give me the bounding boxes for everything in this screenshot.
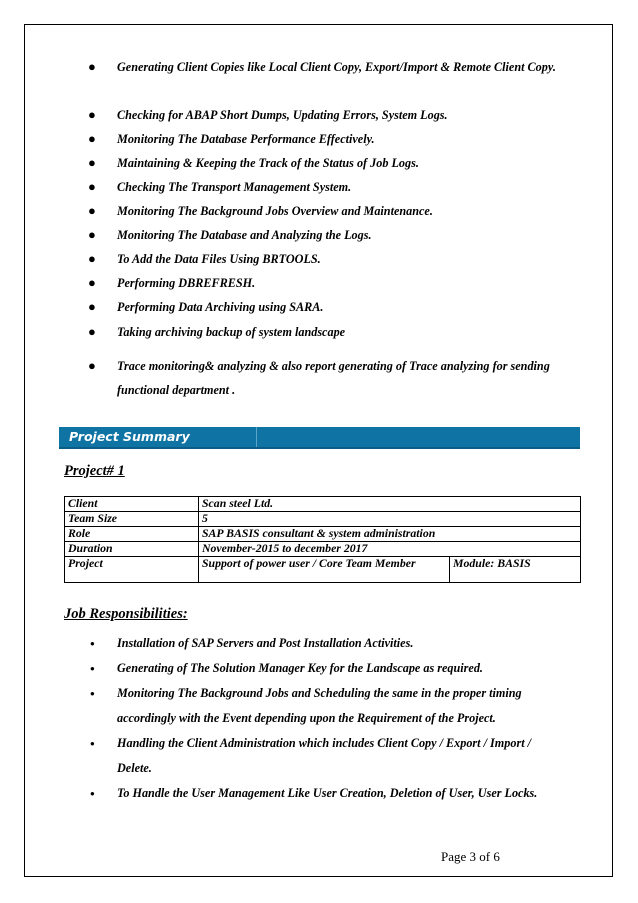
list-item-text: Checking The Transport Management System. [117,180,352,194]
section-title: Project Summary [69,429,190,444]
list-item-text: Maintaining & Keeping the Track of the Status of Job Logs. [117,156,419,170]
row-label: Team Size [65,512,199,527]
job-heading: Job Responsibilities: [64,606,188,622]
list-item-text: Monitoring The Background Jobs and Scheduling the same in the proper timing accordingly with the Event depending upon the Requirement of the Project. [117,686,522,725]
bullet-icon: ● [88,155,96,170]
list-item-text: To Add the Data Files Using BRTOOLS. [117,252,321,266]
list-item-text: Checking for ABAP Short Dumps, Updating Errors, System Logs. [117,108,448,122]
list-item-text: Performing Data Archiving using SARA. [117,300,324,314]
list-item-text: Generating Client Copies like Local Client Copy, Export/Import & Remote Client Copy. [117,60,556,74]
list-item-text: Handling the Client Administration which includes Client Copy / Export / Import / Delete. [117,736,532,775]
list-item-text: Installation of SAP Servers and Post Installation Activities. [117,636,414,650]
bullet-icon: ● [88,59,96,74]
list-item-text: Trace monitoring& analyzing & also report generating of Trace analyzing for sending functional department . [117,359,550,397]
table-row [65,527,581,542]
row-value: November-2015 to december 2017 [199,542,581,557]
bullet-icon: • [90,661,95,676]
banner-divider [256,427,257,447]
bullet-icon: ● [88,179,96,194]
table-row [65,512,581,527]
bullet-icon: ● [88,275,96,290]
list-item-text: To Handle the User Management Like User Creation, Deletion of User, User Locks. [117,786,538,800]
bullet-icon: ● [88,131,96,146]
bullet-icon: ● [88,251,96,266]
project-heading: Project# 1 [64,463,125,479]
bullet-icon: • [90,736,95,751]
row-value: SAP BASIS consultant & system administration [199,527,581,542]
table-row [65,542,581,557]
row-value: 5 [199,512,581,527]
row-label: Client [65,497,199,512]
row-value: Scan steel Ltd. [199,497,581,512]
list-item-text: Monitoring The Database and Analyzing the Logs. [117,228,372,242]
row-label: Role [65,527,199,542]
bullet-icon: ● [88,203,96,218]
page-number: Page 3 of 6 [441,849,500,864]
table-row [65,497,581,512]
bullet-icon: • [90,686,95,701]
row-extra: Module: BASIS [450,557,581,583]
bullet-icon: ● [88,227,96,242]
project-table [64,496,581,583]
bullet-icon: ● [88,324,96,339]
list-item-text: Generating of The Solution Manager Key for the Landscape as required. [117,661,483,675]
row-label: Duration [65,542,199,557]
list-item-text: Monitoring The Background Jobs Overview and Maintenance. [117,204,433,218]
list-item-text: Taking archiving backup of system landscape [117,325,346,339]
row-value: Support of power user / Core Team Member [199,557,450,583]
bullet-icon: ● [88,299,96,314]
list-item-text: Monitoring The Database Performance Effectively. [117,132,375,146]
bullet-icon: • [90,636,95,651]
bullet-icon: ● [88,358,96,373]
section-banner [59,427,580,449]
table-row [65,557,581,583]
row-label: Project [65,557,199,583]
bullet-icon: ● [88,107,96,122]
bullet-icon: • [90,786,95,801]
list-item-text: Performing DBREFRESH. [117,276,256,290]
